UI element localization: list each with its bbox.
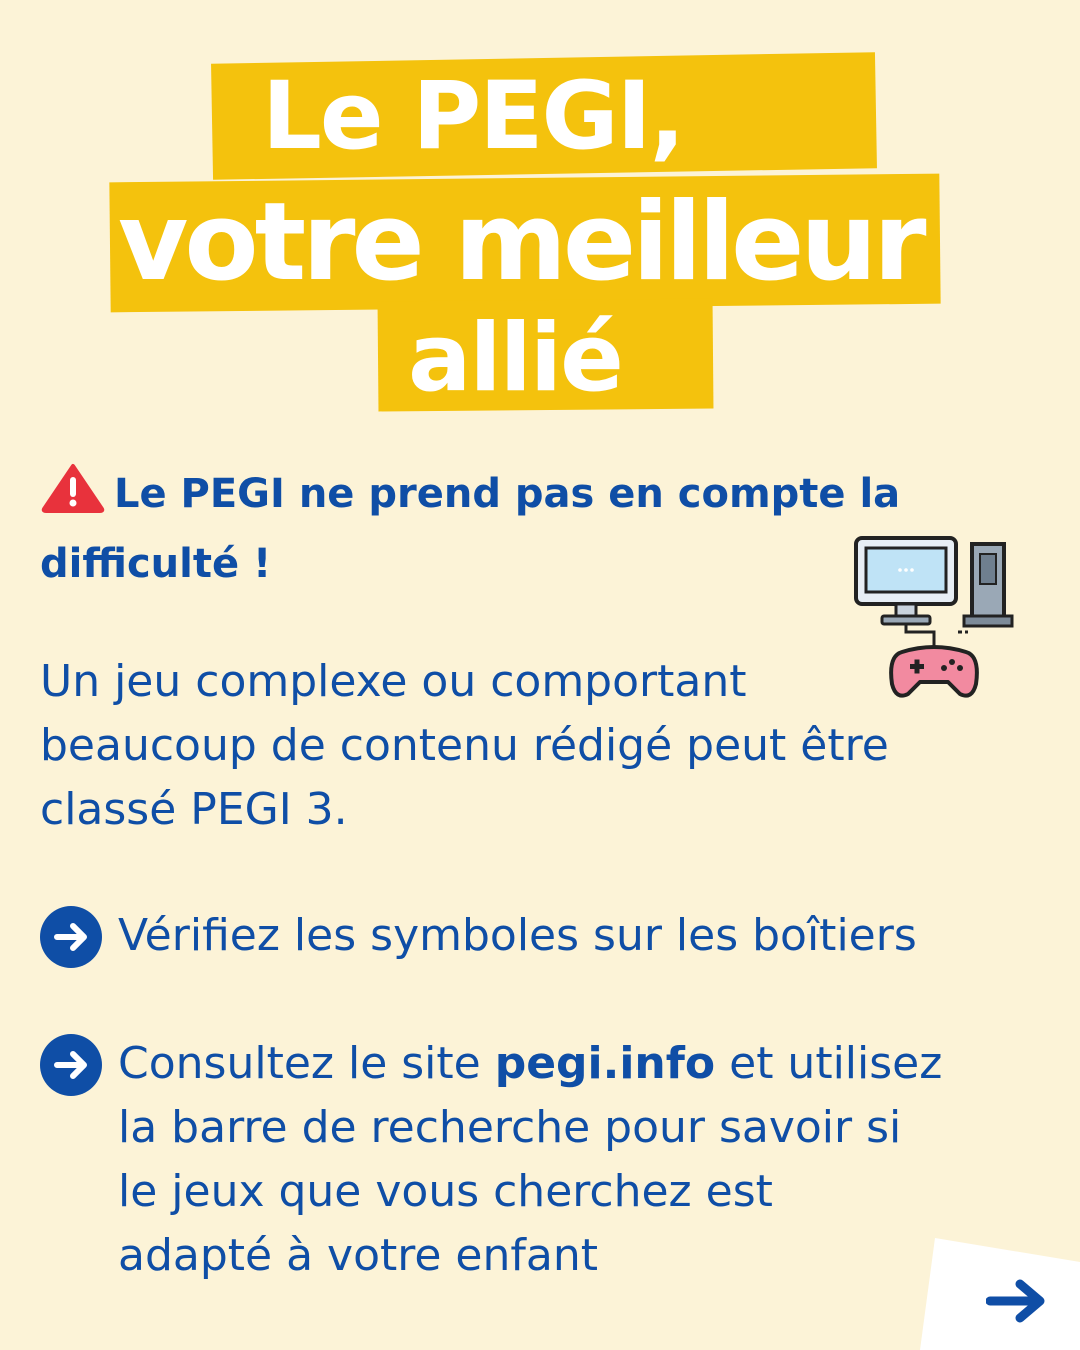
page-title-line-1: Le PEGI,: [262, 62, 684, 171]
arrow-right-circle-icon: [40, 1034, 102, 1096]
bullet-text-line-2: la barre de recherche pour savoir si: [118, 1102, 902, 1153]
arrow-right-circle-icon: [40, 906, 102, 968]
paragraph-line-3: classé PEGI 3.: [40, 784, 348, 835]
page-title-line-3: allié: [408, 304, 622, 413]
bullet-text-line-3: le jeux que vous cherchez est: [118, 1166, 773, 1217]
pegi-info-link[interactable]: pegi.info: [494, 1038, 716, 1089]
paragraph-line-2: beaucoup de contenu rédigé peut être: [40, 720, 889, 771]
warning-triangle-icon: [40, 463, 106, 532]
warning-text: Le PEGI ne prend pas en compte la difficulté !: [40, 471, 901, 587]
bullet-prefix: Consultez le site: [118, 1038, 495, 1089]
paragraph-line-1: Un jeu complexe ou comportant: [40, 656, 747, 707]
warning-heading: [40, 462, 980, 596]
arrow-right-icon[interactable]: [986, 1276, 1048, 1326]
body-paragraph: [40, 650, 1000, 842]
bullet-text-line-4: adapté à votre enfant: [118, 1230, 598, 1281]
bullet-text: Vérifiez les symboles sur les boîtiers: [118, 910, 917, 961]
page-title-line-2: votre meilleur: [118, 180, 923, 305]
bullet-text-line-1: [118, 1032, 1018, 1096]
bullet-suffix: et utilisez: [715, 1038, 943, 1089]
